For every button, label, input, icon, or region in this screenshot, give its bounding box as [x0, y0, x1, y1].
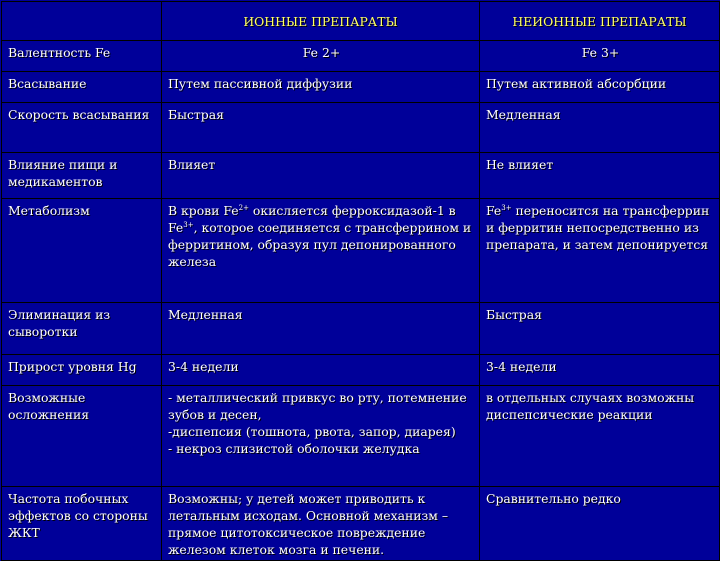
row-label: Частота побочных эффектов со стороны ЖКТ	[2, 487, 162, 561]
header-nonionic: НЕИОННЫЕ ПРЕПАРАТЫ	[480, 2, 720, 41]
row-label: Метаболизм	[2, 199, 162, 303]
ionic-value: Fe 2+	[162, 41, 480, 72]
nonionic-value: Быстрая	[480, 303, 720, 355]
table-row	[2, 355, 720, 386]
metabolism-nonionic-text-b: переносится на трансферрин и ферритин непосредственно из препарата, и затем депонируется	[486, 203, 710, 252]
row-label: Элиминация из сыворотки	[2, 303, 162, 355]
table-row	[2, 72, 720, 103]
ionic-value: Быстрая	[162, 103, 480, 153]
ionic-value: Медленная	[162, 303, 480, 355]
table-row	[2, 103, 720, 153]
ionic-value	[162, 199, 480, 303]
nonionic-value: Не влияет	[480, 153, 720, 199]
table-row	[2, 153, 720, 199]
nonionic-value: в отдельных случаях возможны диспепсические реакции	[480, 386, 720, 487]
nonionic-value	[480, 199, 720, 303]
table-row	[2, 386, 720, 487]
header-ionic: ИОННЫЕ ПРЕПАРАТЫ	[162, 2, 480, 41]
nonionic-value: Fe 3+	[480, 41, 720, 72]
table-row	[2, 303, 720, 355]
comparison-table	[1, 1, 720, 561]
nonionic-value: Путем активной абсорбции	[480, 72, 720, 103]
metabolism-ionic-text-b: окисляется ферроксидазой-1 в Fe	[168, 203, 456, 235]
header-blank-cell	[2, 2, 162, 41]
ionic-value: 3-4 недели	[162, 355, 480, 386]
nonionic-value: Медленная	[480, 103, 720, 153]
metabolism-nonionic-sup-a: 3+	[501, 203, 512, 212]
ionic-value: - металлический привкус во рту, потемнение зубов и десен, -диспепсия (тошнота, рвота, запор, диарея) - некроз слизистой оболочки желудка	[162, 386, 480, 487]
nonionic-value: Сравнительно редко	[480, 487, 720, 561]
table-row	[2, 199, 720, 303]
table-row	[2, 487, 720, 561]
row-label: Всасывание	[2, 72, 162, 103]
table-row	[2, 41, 720, 72]
metabolism-ionic-text-c: , которое соединяется с трансферрином и ферритином, образуя пул депонированного железа	[168, 220, 472, 269]
row-label: Влияние пищи и медикаментов	[2, 153, 162, 199]
row-label: Возможные осложнения	[2, 386, 162, 487]
ionic-value: Путем пассивной диффузии	[162, 72, 480, 103]
metabolism-ionic-sup-a: 2+	[238, 203, 249, 212]
metabolism-ionic-text-a: В крови Fe	[168, 203, 239, 218]
table-header-row	[2, 2, 720, 41]
ionic-value: Возможны; у детей может приводить к летальным исходам. Основной механизм – прямое цитотоксическое повреждение железом клеток мозга и печени.	[162, 487, 480, 561]
metabolism-nonionic-text-a: Fe	[486, 203, 502, 218]
row-label: Скорость всасывания	[2, 103, 162, 153]
nonionic-value: 3-4 недели	[480, 355, 720, 386]
ionic-value: Влияет	[162, 153, 480, 199]
row-label: Валентность Fe	[2, 41, 162, 72]
metabolism-ionic-sup-b: 3+	[183, 220, 194, 229]
row-label: Прирост уровня Hg	[2, 355, 162, 386]
